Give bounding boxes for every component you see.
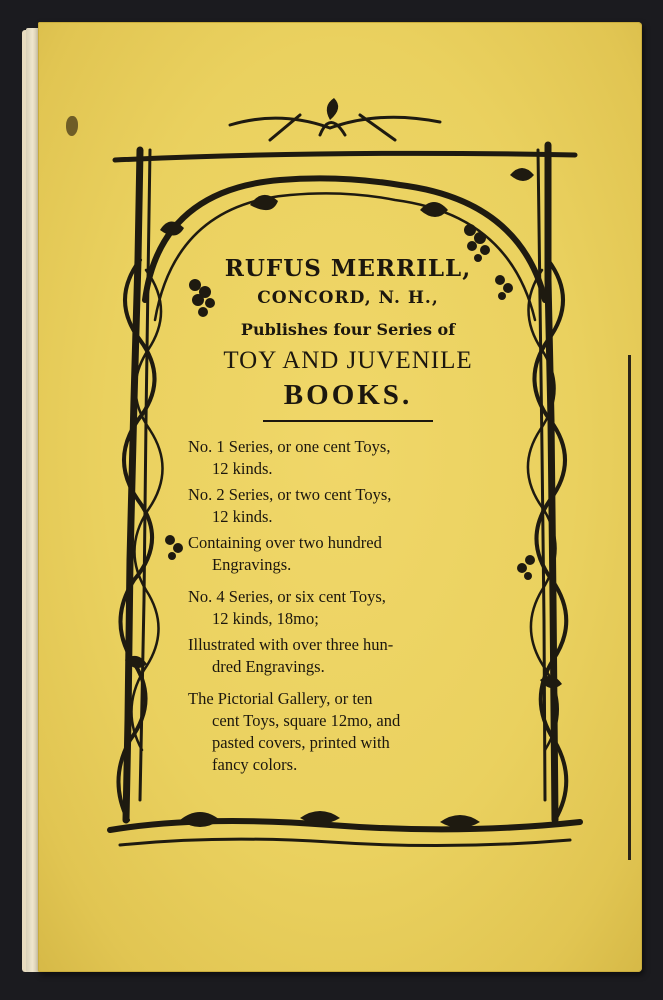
headline-toy-juvenile: TOY AND JUVENILE — [223, 347, 473, 374]
divider-rule — [263, 420, 433, 422]
advertisement-text — [188, 255, 508, 780]
series-entry-2: No. 2 Series, or two cent Toys, 12 kinds. — [188, 485, 392, 526]
series-entry-containing: Containing over two hundred Engravings. — [188, 533, 382, 574]
publishes-line: Publishes four Series of — [240, 320, 456, 339]
series-entry-4: No. 4 Series, or six cent Toys, 12 kinds, 18mo; — [188, 587, 386, 628]
series-entry-1: No. 1 Series, or one cent Toys, 12 kinds. — [188, 437, 391, 478]
headline-books: BOOKS. — [283, 379, 413, 411]
series-entry-pictorial-gallery: The Pictorial Gallery, or ten cent Toys, square 12mo, and pasted covers, printed with fancy colors. — [188, 689, 401, 774]
series-entry-illustrated: Illustrated with over three hun- dred Engravings. — [188, 635, 394, 676]
publisher-name: RUFUS MERRILL, — [224, 255, 472, 282]
publisher-city: CONCORD, N. H., — [257, 288, 439, 308]
